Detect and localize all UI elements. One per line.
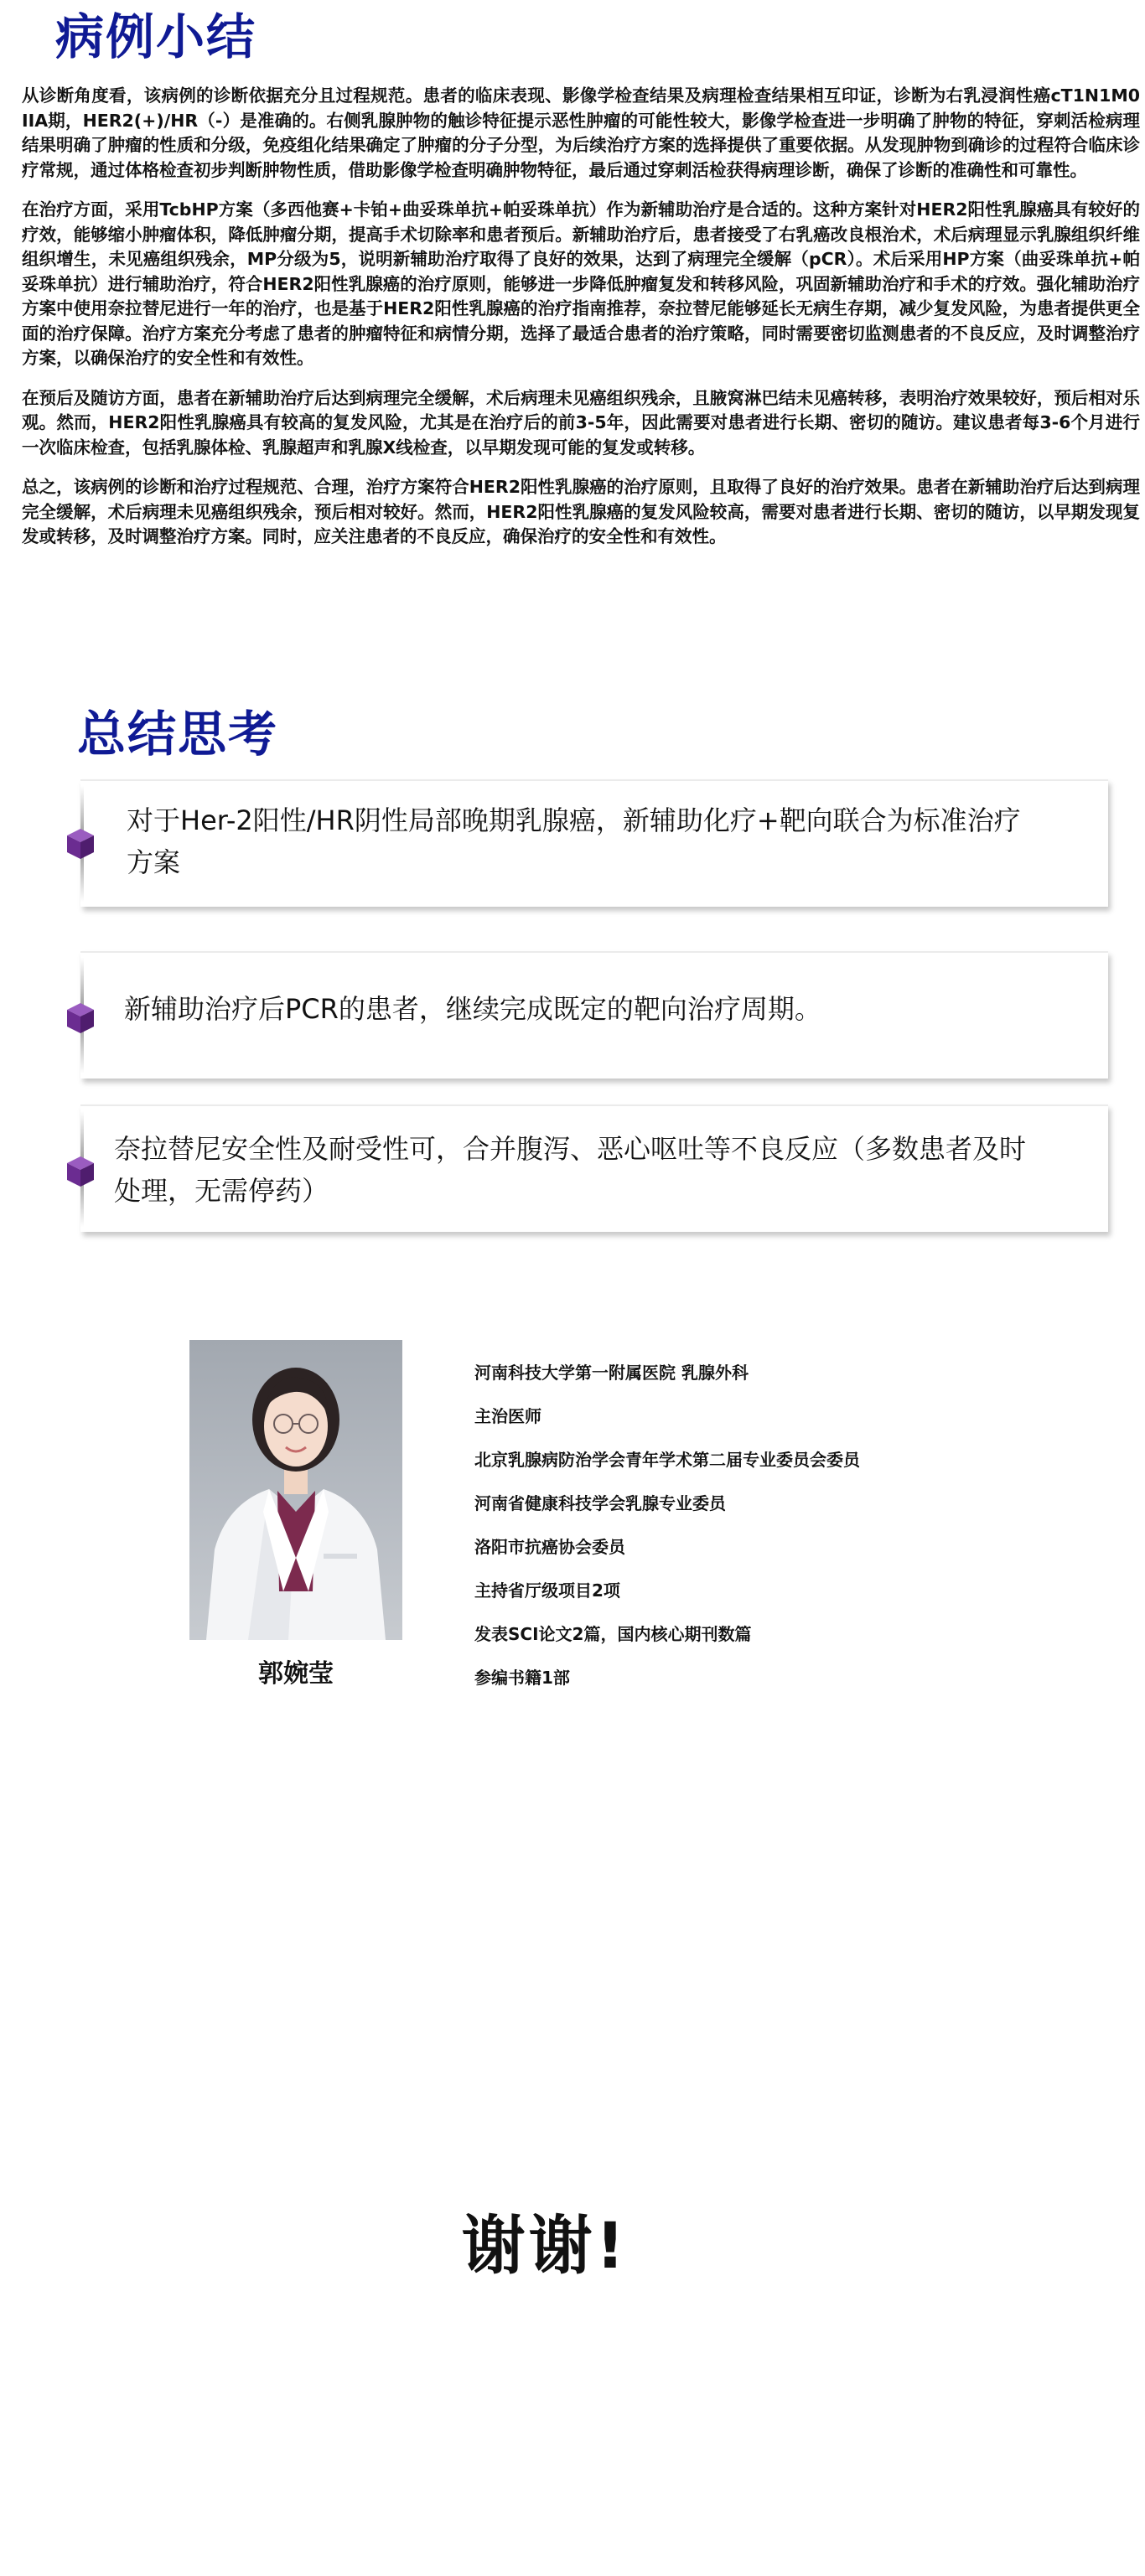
doctor-info-item: 河南科技大学第一附属医院 乳腺外科 bbox=[474, 1363, 749, 1383]
summary-paragraph: 在预后及随访方面，患者在新辅助治疗后达到病理完全缓解，术后病理未见癌组织残余，且腋窝淋巴结未见癌转移，表明治疗效果较好，预后相对乐观。然而，HER2阳性乳腺癌具有较高的复发风险，尤其是在治疗后的前3-5年，因此需要对患者进行长期、密切的随访。建议患者每3-6个月进行一次临床检查，包括乳腺体检、乳腺超声和乳腺X线检查，以早期发现可能的复发或转移。 bbox=[22, 387, 1140, 458]
doctor-info-item: 主治医师 bbox=[474, 1406, 541, 1426]
doctor-name: 郭婉莹 bbox=[258, 1659, 334, 1689]
doctor-info-list bbox=[474, 1358, 860, 1706]
summary-paragraph: 从诊断角度看，该病例的诊断依据充分且过程规范。患者的临床表现、影像学检查结果及病理检查结果相互印证，诊断为右乳浸润性癌cT1N1M0 IIA期，HER2(+)/HR（-）是准确的。右侧乳腺肿物的触诊特征提示恶性肿瘤的可能性较大，影像学检查进一步明确了肿物的特征，穿刺活检病理结果明确了肿瘤的性质和分级，免疫组化结果确定了肿瘤的分子分型，为后续治疗方案的选择提供了重要依据。从发现肿物到确诊的过程符合临床诊疗常规，通过体格检查初步判断肿物性质，借助影像学检查明确肿物特征，最后通过穿刺活检获得病理诊断，确保了诊断的准确性和可靠性。 bbox=[22, 85, 1140, 180]
purple-cube-icon bbox=[65, 1155, 96, 1188]
summary-paragraph: 总之，该病例的诊断和治疗过程规范、合理，治疗方案符合HER2阳性乳腺癌的治疗原则，且取得了良好的治疗效果。患者在新辅助治疗后达到病理完全缓解，术后病理未见癌组织残余，预后相对较好。然而，HER2阳性乳腺癌的复发风险较高，需要对患者进行长期、密切的随访，以早期发现复发或转移，及时调整治疗方案。同时，应关注患者的不良反应，确保治疗的安全性和有效性。 bbox=[22, 477, 1140, 546]
thinking-card-text: 对于Her-2阳性/HR阴性局部晚期乳腺癌，新辅助化疗+靶向联合为标准治疗方案 bbox=[127, 804, 1021, 878]
thinking-card-text: 新辅助治疗后PCR的患者，继续完成既定的靶向治疗周期。 bbox=[124, 993, 821, 1025]
thinking-card bbox=[80, 779, 1108, 907]
doctor-info-item: 洛阳市抗癌协会委员 bbox=[474, 1537, 625, 1557]
thinking-card bbox=[80, 1104, 1108, 1232]
thinking-card bbox=[80, 951, 1108, 1079]
thinking-title: 总结思考 bbox=[77, 706, 279, 763]
purple-cube-icon bbox=[65, 827, 96, 861]
doctor-info-item: 发表SCI论文2篇，国内核心期刊数篇 bbox=[474, 1624, 752, 1644]
summary-paragraph: 在治疗方面，采用TcbHP方案（多西他赛+卡铂+曲妥珠单抗+帕妥珠单抗）作为新辅助治疗是合适的。这种方案针对HER2阳性乳腺癌具有较好的疗效，能够缩小肿瘤体积，降低肿瘤分期，提高手术切除率和患者预后。新辅助治疗后，患者接受了右乳癌改良根治术，术后病理显示乳腺组织纤维组织增生，未见癌组织残余，MP分级为5，说明新辅助治疗取得了良好的效果，达到了病理完全缓解（pCR）。术后采用HP方案（曲妥珠单抗+帕妥珠单抗）进行辅助治疗，符合HER2阳性乳腺癌的治疗原则，能够进一步降低肿瘤复发和转移风险，巩固新辅助治疗和手术的疗效。强化辅助治疗方案中使用奈拉替尼进行一年的治疗，也是基于HER2阳性乳腺癌的治疗指南推荐，奈拉替尼能够延长无病生存期，减少复发风险，为患者提供更全面的治疗保障。治疗方案充分考虑了患者的肿瘤特征和病情分期，选择了最适合患者的治疗策略，同时需要密切监测患者的不良反应，及时调整治疗方案，以确保治疗的安全性和有效性。 bbox=[22, 199, 1140, 368]
summary-title: 病例小结 bbox=[55, 8, 257, 65]
doctor-info-item: 北京乳腺病防治学会青年学术第二届专业委员会委员 bbox=[474, 1450, 860, 1470]
closing-text: 谢谢! bbox=[461, 2208, 629, 2283]
purple-cube-icon bbox=[65, 1001, 96, 1035]
thinking-card-text: 奈拉替尼安全性及耐受性可，合并腹泻、恶心呕吐等不良反应（多数患者及时处理，无需停药） bbox=[114, 1133, 1027, 1207]
doctor-info-item: 参编书籍1部 bbox=[474, 1668, 570, 1688]
doctor-info-item: 河南省健康科技学会乳腺专业委员 bbox=[474, 1493, 726, 1513]
doctor-info-item: 主持省厅级项目2项 bbox=[474, 1580, 620, 1601]
summary-body bbox=[22, 84, 1140, 565]
doctor-portrait bbox=[189, 1340, 402, 1640]
